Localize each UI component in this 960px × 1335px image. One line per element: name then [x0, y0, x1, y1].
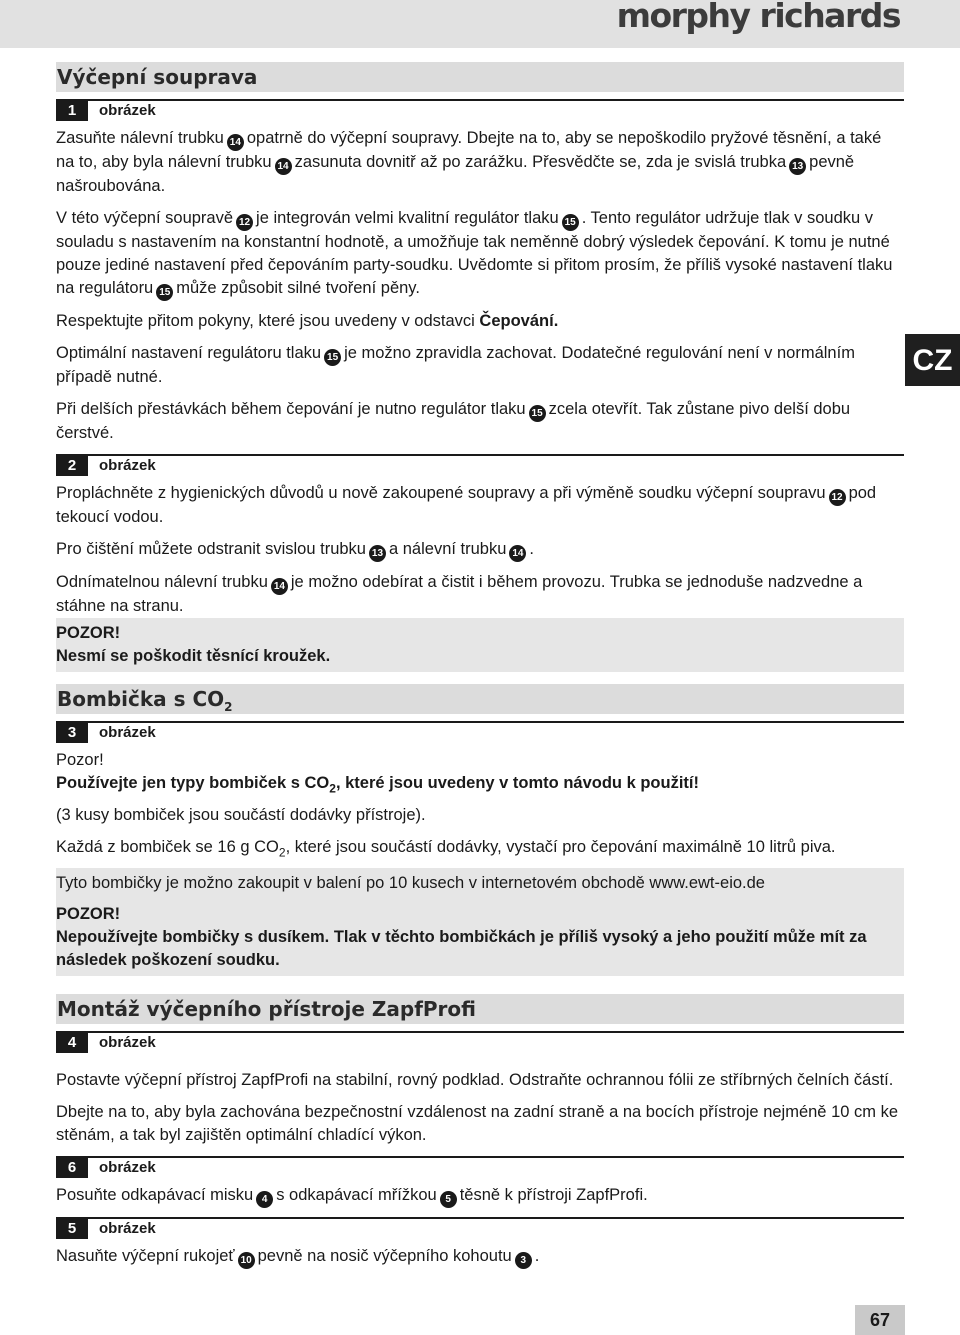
callout-icon: 15 — [562, 214, 579, 231]
paragraph: Tyto bombičky je možno zakoupit v balení po 10 kusech v internetovém obchodě www.ewt-eio.de — [56, 874, 765, 892]
page-content — [56, 62, 904, 1278]
paragraph: Posuňte odkapávací misku 4 s odkapávací mřížkou 5 těsně k přístroji ZapfProfi. — [56, 1184, 904, 1208]
paragraph: Odnímatelnou nálevní trubku 14 je možno odebírat a čistit i během provozu. Trubka se jednoduše nadzvedne a stáhne na stranu. — [56, 573, 863, 615]
warning-box — [56, 868, 904, 976]
paragraph: Propláchněte z hygienických důvodů u nově zakoupené soupravy a při výměně soudku výčepní soupravu 12 pod tekoucí vodou. — [56, 484, 877, 526]
paragraph: V této výčepní soupravě 12 je integrován velmi kvalitní regulátor tlaku 15 . Tento regulátor udržuje tlak v soudku v souladu s nastavením na konstantní hodnotě, a umožňuje tak neměnně dobrý výsledek čepování. K tomu je nutné pouze jediné nastavení před čepováním party-soudku. Uvědomte si přitom prosím, že příliš vysoké nastavení tlaku na regulátoru 15 může způsobit silné tvoření pěny. — [56, 207, 904, 301]
figure-number: 5 — [56, 1219, 88, 1239]
figure-label: obrázek — [99, 457, 156, 474]
figure-number: 1 — [56, 101, 88, 121]
callout-icon: 13 — [789, 158, 806, 175]
figure-label: obrázek — [99, 1159, 156, 1176]
figure-header — [56, 1031, 904, 1053]
paragraph: Dbejte na to, aby byla zachována bezpečnostní vzdálenost na zadní straně a na bocích přístroje nejméně 10 cm ke stěnám, a tak byl zajištěn optimální chladící výkon. — [56, 1103, 899, 1144]
section-title: Výčepní souprava — [56, 62, 904, 92]
paragraph: Postavte výčepní přístroj ZapfProfi na stabilní, rovný podklad. Odstraňte ochrannou fólii ze stříbrných čelních částí. — [56, 1071, 894, 1089]
brand-logo: morphy richards — [616, 0, 900, 35]
callout-icon: 14 — [509, 545, 526, 562]
figure-label: obrázek — [99, 724, 156, 741]
paragraph: Optimální nastavení regulátoru tlaku 15 je možno zpravidla zachovat. Dodatečné regulování není v normálním případě nutné. — [56, 344, 855, 386]
paragraph: Zasuňte nálevní trubku 14 opatrně do výčepní soupravy. Dbejte na to, aby se nepoškodilo pryžové těsnění, a také na to, aby byla nálevní trubku 14 zasunuta dovnitř až po zarážku. Přesvědčte se, zda je svislá trubka 13 pevně našroubována. — [56, 129, 882, 195]
callout-icon: 15 — [324, 349, 341, 366]
figure-header — [56, 721, 904, 743]
page-number: 67 — [855, 1305, 905, 1335]
paragraph: Používejte jen typy bombiček s $CO_2$, které jsou uvedeny v tomto návodu k použití! — [56, 774, 699, 796]
paragraph: Nasuňte výčepní rukojeť 10 pevně na nosič výčepního kohoutu 3 . — [56, 1245, 904, 1269]
warning-text: Nesmí se poškodit těsnící kroužek. — [56, 647, 331, 665]
header-bar — [0, 0, 960, 48]
callout-icon: 14 — [275, 158, 292, 175]
callout-icon: 12 — [829, 489, 846, 506]
callout-icon: 3 — [515, 1252, 532, 1269]
callout-icon: 10 — [238, 1252, 255, 1269]
warning-title: POZOR! — [56, 624, 121, 642]
warning-box — [56, 618, 904, 672]
figure-header — [56, 1156, 904, 1178]
figure-number: 6 — [56, 1158, 88, 1178]
figure-header — [56, 454, 904, 476]
language-tab: CZ — [905, 334, 960, 386]
callout-icon: 14 — [227, 134, 244, 151]
callout-icon: 4 — [256, 1191, 273, 1208]
warning-title: POZOR! — [56, 905, 121, 923]
figure-header — [56, 99, 904, 121]
callout-icon: 14 — [271, 578, 288, 595]
paragraph: Pozor! — [56, 751, 104, 769]
figure-label: obrázek — [99, 1220, 156, 1237]
paragraph: Respektujte přitom pokyny, které jsou uvedeny v odstavci Čepování. — [56, 312, 559, 330]
figure-number: 2 — [56, 456, 88, 476]
section-title: Montáž výčepního přístroje ZapfProfi — [56, 994, 904, 1024]
paragraph: Každá z bombiček se 16 g $CO_2$, které jsou součástí dodávky, vystačí pro čepování maximálně 10 litrů piva. — [56, 838, 836, 860]
figure-label: obrázek — [99, 1034, 156, 1051]
figure-label: obrázek — [99, 102, 156, 119]
paragraph: (3 kusy bombiček jsou součástí dodávky přístroje). — [56, 806, 426, 824]
paragraph: Při delších přestávkách během čepování je nutno regulátor tlaku 15 zcela otevřít. Tak zůstane pivo delší dobu čerstvé. — [56, 400, 851, 442]
callout-icon: 5 — [440, 1191, 457, 1208]
warning-text: Nepoužívejte bombičky s dusíkem. Tlak v těchto bombičkách je příliš vysoký a jeho použití může mít za následek poškození soudku. — [56, 928, 867, 969]
paragraph: Pro čištění můžete odstranit svislou trubku 13 a nálevní trubku 14 . — [56, 538, 904, 562]
figure-number: 3 — [56, 723, 88, 743]
callout-icon: 15 — [529, 405, 546, 422]
figure-number: 4 — [56, 1033, 88, 1053]
figure-header — [56, 1217, 904, 1239]
callout-icon: 15 — [156, 284, 173, 301]
section-title: Bombička s $CO_2$ — [56, 684, 904, 714]
callout-icon: 13 — [369, 545, 386, 562]
callout-icon: 12 — [236, 214, 253, 231]
